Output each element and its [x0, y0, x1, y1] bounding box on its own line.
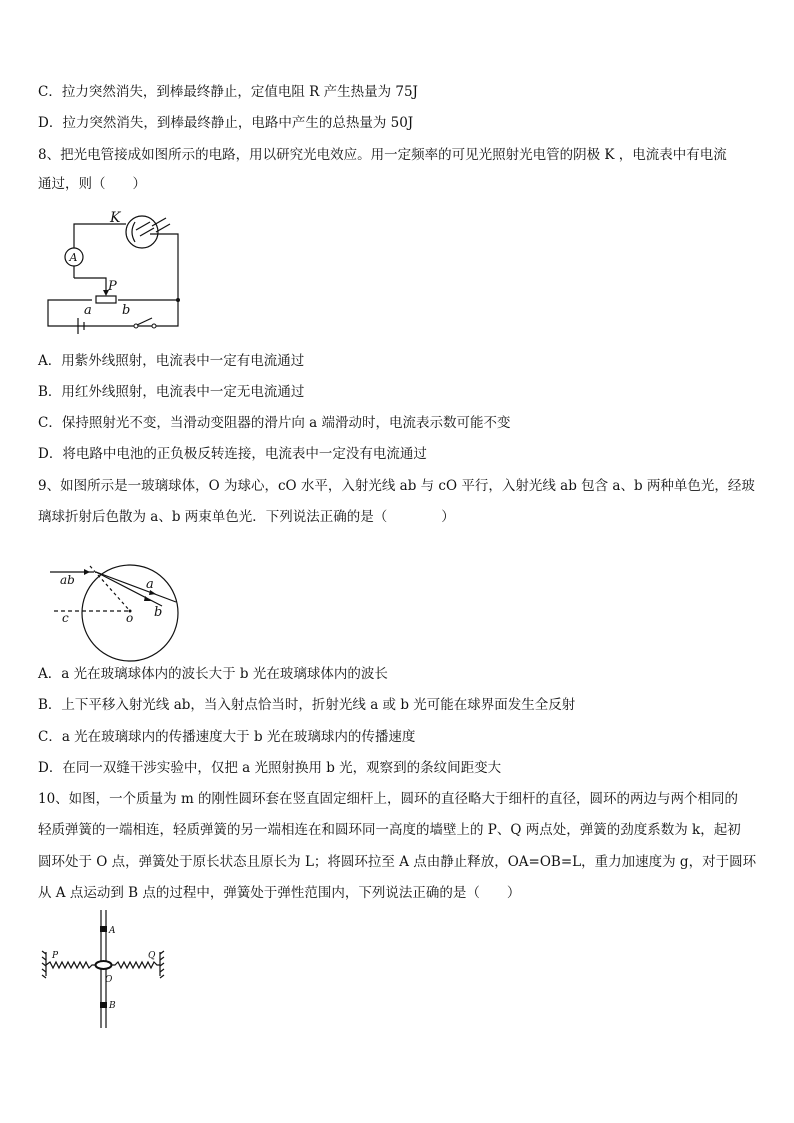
q8-ammeter-label: A — [69, 251, 78, 264]
q8-stem-line1: 8、把光电管接成如图所示的电路，用以研究光电效应。用一定频率的可见光照射光电管的阴极 K ，电流表中有电流 — [38, 147, 727, 163]
q9-glass-sphere-figure — [50, 556, 195, 661]
q8-switch-blade — [137, 318, 152, 325]
q10-label-b: B — [109, 1001, 116, 1011]
q10-label-q: Q — [148, 951, 156, 961]
q7-option-d: D．拉力突然消失，到棒最终静止，电路中产生的总热量为 50J — [38, 115, 414, 131]
q9-label-b: b — [154, 605, 163, 620]
q8-stem-line2: 通过，则（ ） — [38, 176, 146, 192]
q8-option-d: D．将电路中电池的正负极反转连接，电流表中一定没有电流通过 — [38, 446, 427, 462]
q9-stem-line1: 9、如图所示是一玻璃球体，O 为球心，cO 水平，入射光线 ab 与 cO 平行，入射光线 ab 包含 a、b 两种单色光，经玻 — [38, 478, 755, 494]
q8-photocell — [126, 216, 158, 248]
q9-normal-line — [90, 566, 130, 611]
q8-circuit-figure — [40, 210, 190, 335]
q10-point-a-marker — [100, 926, 107, 932]
q8-label-b: b — [122, 303, 131, 318]
q9-label-o: o — [126, 611, 134, 625]
q8-label-a: a — [84, 303, 92, 318]
q8-option-b: B．用红外线照射，电流表中一定无电流通过 — [38, 384, 305, 400]
q10-ring-spring-figure — [42, 910, 166, 1030]
q9-option-d: D．在同一双缝干涉实验中，仅把 a 光照射换用 b 光，观察到的条纹间距变大 — [38, 760, 502, 776]
q9-arrow-b — [144, 596, 151, 601]
q9-option-c: C．a 光在玻璃球内的传播速度大于 b 光在玻璃球内的传播速度 — [38, 729, 416, 745]
q8-light-ray-2 — [140, 228, 154, 236]
q8-junction-dot — [176, 298, 180, 302]
q9-incident-arrow — [84, 569, 90, 575]
q8-wire-top-left — [74, 224, 126, 248]
q8-switch-contact — [152, 324, 156, 328]
q10-ring — [96, 961, 112, 969]
q8-option-c: C．保持照射光不变，当滑动变阻器的滑片向 a 端滑动时，电流表示数可能不变 — [38, 415, 511, 431]
q10-right-wall-hatch — [160, 951, 164, 978]
q8-rheostat — [96, 296, 116, 303]
q8-label-p: P — [108, 279, 117, 294]
q9-option-a: A．a 光在玻璃球体内的波长大于 b 光在玻璃球体内的波长 — [38, 666, 388, 682]
q8-wire-slider — [74, 278, 106, 290]
q10-left-spring — [46, 962, 96, 968]
q10-stem-line3: 圆环处于 O 点，弹簧处于原长状态且原长为 L；将圆环拉至 A 点由静止释放，OA=OB=L，重力加速度为 g，对于圆环 — [38, 854, 757, 870]
q7-option-c: C．拉力突然消失，到棒最终静止，定值电阻 R 产生热量为 75J — [38, 84, 418, 100]
q8-option-a: A．用紫外线照射，电流表中一定有电流通过 — [38, 353, 305, 369]
q9-label-a: a — [146, 577, 154, 592]
q10-stem-line4: 从 A 点运动到 B 点的过程中，弹簧处于弹性范围内，下列说法正确的是（ ） — [38, 885, 521, 901]
q8-cathode — [132, 222, 135, 242]
q10-stem-line2: 轻质弹簧的一端相连，轻质弹簧的另一端相连在和圆环同一高度的墙壁上的 P、Q 两点处，弹簧的劲度系数为 k，起初 — [38, 822, 741, 838]
q9-label-c: c — [62, 611, 69, 625]
q10-label-p: P — [52, 951, 59, 961]
q9-ray-a — [96, 572, 176, 602]
q10-right-spring — [111, 962, 160, 968]
q10-label-o: O — [105, 975, 113, 985]
q10-label-a: A — [109, 926, 116, 936]
q8-label-k: K — [110, 210, 121, 226]
q9-option-b: B．上下平移入射光线 ab，当入射点恰当时，折射光线 a 或 b 光可能在球界面发生全反射 — [38, 697, 576, 713]
q10-stem-line1: 10、如图，一个质量为 m 的刚性圆环套在竖直固定细杆上，圆环的直径略大于细杆的直径，圆环的两边与两个相同的 — [38, 791, 739, 807]
q8-light-ray-1 — [136, 222, 150, 230]
q9-label-ab: ab — [60, 573, 75, 587]
q10-point-b-marker — [100, 1002, 107, 1008]
q9-stem-line2: 璃球折射后色散为 a、b 两束单色光．下列说法正确的是（ ） — [38, 509, 455, 525]
